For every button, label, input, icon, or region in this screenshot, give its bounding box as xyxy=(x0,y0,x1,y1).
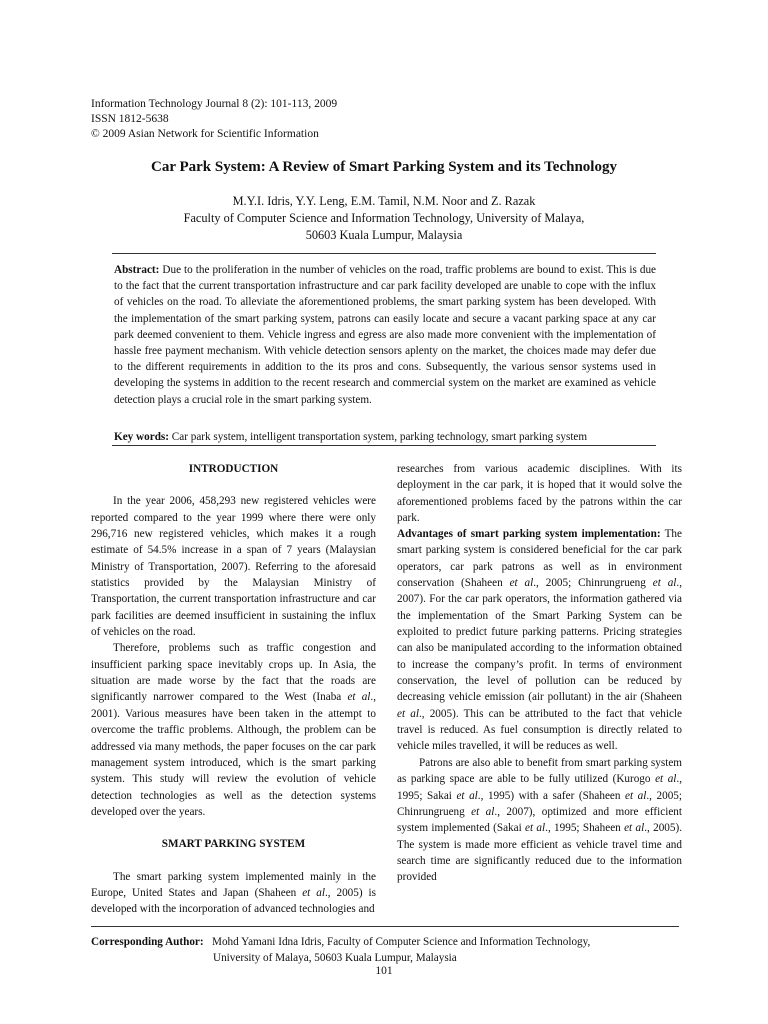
page-number: 101 xyxy=(375,965,393,977)
corresponding-author-label: Corresponding Author: xyxy=(91,936,204,948)
sps-continued-left: ., 2005) is developed with the incorporation of advanced technologies and xyxy=(91,886,377,916)
abstract-label: Abstract: xyxy=(114,264,160,276)
journal-citation: Information Technology Journal 8 (2): 101-113, 2009 xyxy=(91,98,338,110)
introduction-paragraph-2: Therefore, problems such as traffic congestion and insufficient parking space inevitably crops up. In Asia, the situation are made worse by the fact that the roads are significantly narrower compared to the West (Inaba et al., 2001). Various measures have been taken in the attempt to overcome the traffic problems. Although, the problem can be addressed via many methods, the paper focuses on the car park management system introduced, which is the smart parking system. This study will review the evolution of vehicle detection technologies as well as the detection systems developed over the years. xyxy=(91,642,376,818)
author-block xyxy=(60,193,708,244)
journal-header xyxy=(91,97,337,142)
journal-copyright: © 2009 Asian Network for Scientific Information xyxy=(91,128,319,140)
advantages-heading: Advantages of smart parking system implementation: xyxy=(397,528,661,540)
corresponding-author-line-1: Mohd Yamani Idna Idris, Faculty of Computer Science and Information Technology, xyxy=(212,936,591,948)
abstract-top-rule xyxy=(112,253,656,254)
author-names: M.Y.I. Idris, Y.Y. Leng, E.M. Tamil, N.M. Noor and Z. Razak xyxy=(232,194,536,208)
smart-parking-system-paragraph-continued: researches from various academic disciplines. With its deployment in the car park, it is hoped that it would solve the aforementioned problems faced by the patrons within the car park. xyxy=(397,463,682,525)
left-column xyxy=(91,461,376,918)
advantages-paragraph-2: Patrons are also able to benefit from smart parking system as parking space are able to be fully utilized (Kurogo et al., 1995; Sakai et al., 1995) with a safer (Shaheen et al., 2005; Chinrungrueng et al., 2007), optimized and more efficient system implemented (Sakai et al., 1995; Shaheen et al., 2005). The system is made more efficient as vehicle travel time and search time are significantly reduced due to the information provided xyxy=(397,756,683,884)
keywords xyxy=(114,430,656,445)
smart-parking-system-heading: SMART PARKING SYSTEM xyxy=(161,838,306,851)
sps-continuation-window xyxy=(397,461,682,525)
journal-issn: ISSN 1812-5638 xyxy=(91,113,169,125)
advantages-paragraph-1: Advantages of smart parking system implementation: The smart parking system is considered beneficial for the car park operators, car park patrons as well as in environment conservation (Shaheen et al., 2005; Chinrungrueng et al., 2007). For the car park operators, the information gathered via the implementation of the Smart Parking System can be exploited to predict future parking patterns. Pricing strategies can also be manipulated according to the information obtained to increase the company’s profit. In terms of environment conservation, the level of pollution can be reduced by decreasing vehicle emission (air pollutant) in the air (Shaheen et al., 2005). This can be attributed to the fact that vehicle travel is reduced. As fuel consumption is directly related to vehicle miles travelled, it will be reduces as well. xyxy=(397,528,682,753)
affiliation-line-2: 50603 Kuala Lumpur, Malaysia xyxy=(305,228,463,242)
smart-parking-system-paragraph-start: The smart parking system implemented mainly in the Europe, United States and Japan (Shaheen et al., 2005) is developed with the incorporation of advanced technologies and xyxy=(91,870,377,916)
footnote-rule xyxy=(91,926,679,927)
introduction-heading: INTRODUCTION xyxy=(188,463,279,475)
corresponding-author-line-2: University of Malaya, 50603 Kuala Lumpur, Malaysia xyxy=(213,952,457,964)
paper-title: Car Park System: A Review of Smart Parking System and its Technology xyxy=(151,159,617,175)
keywords-label: Key words: xyxy=(114,431,169,443)
keywords-bottom-rule xyxy=(112,445,656,446)
abstract-text: Due to the proliferation in the number of vehicles on the road, traffic problems are bound to exist. This is due to the fact that the current transportation infrastructure and car park facility developed are unable to cope with the influx of vehicles on the road. To alleviate the aforementioned problems, the smart parking system has been developed. With the implementation of the smart parking system, patrons can easily locate and secure a vacant parking space at any car park deemed convenient to them. Vehicle ingress and egress are also made more convenient with the implementation of hassle free payment mechanism. With vehicle detection sensors aplenty on the market, the choices made may defer due to the different requirements in addition to the its pros and cons. Subsequently, the various sensor systems used in developing the systems in addition to the recent research and commercial system on the market are examined as vehicle detection plays a crucial role in the smart parking system. xyxy=(114,264,657,406)
introduction-paragraph-1: In the year 2006, 458,293 new registered vehicles were reported compared to the year 1999 where there were only 296,716 new registered vehicles, which makes it a rough estimate of 54.5% increase in a span of 7 years (Malaysian Ministry of Transportation, 2007). Referring to the aforesaid statistics provided by the Malaysian Ministry of Transportation, the current transportation infrastructure and car park facilities are deemed insufficient in sustaining the influx of vehicles on the road. xyxy=(91,495,376,639)
abstract xyxy=(114,262,656,408)
keywords-text: Car park system, intelligent transportation system, parking technology, smart parking system xyxy=(171,431,588,443)
corresponding-author xyxy=(91,934,590,966)
affiliation-line-1: Faculty of Computer Science and Information Technology, University of Malaya, xyxy=(183,211,585,225)
right-column xyxy=(397,461,682,886)
